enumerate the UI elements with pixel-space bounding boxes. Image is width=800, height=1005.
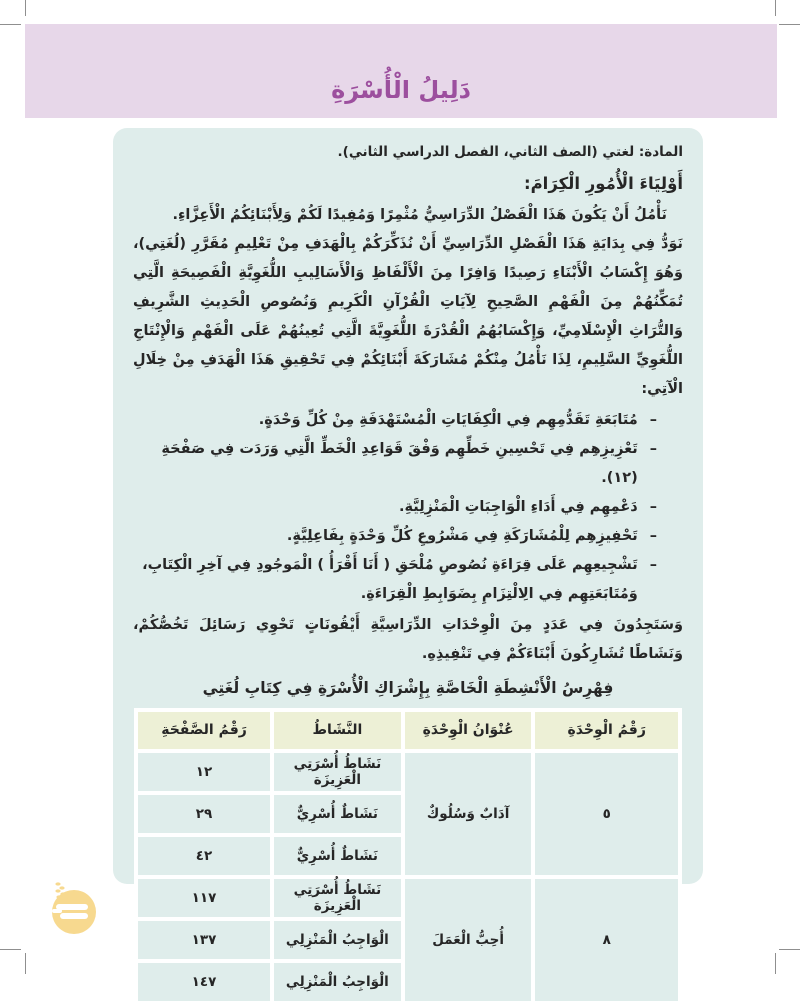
list-item-text: مُتَابَعَةِ تَقَدُّمِهِم فِي الْكِفَايَاتِ الْمُسْتَهْدَفَةِ مِنْ كُلِّ وَحْدَةٍ. <box>258 411 638 428</box>
cell-unit-title: آدَابٌ وَسُلُوكٌ <box>405 753 532 875</box>
crop-mark-top-right-horizontal <box>779 24 800 25</box>
page-title: دَلِيلُ الْأُسْرَةِ <box>331 76 471 104</box>
list-item-text: دَعْمِهِم فِي أَدَاءِ الْوَاجِبَاتِ الْمَنْزِلِيَّةِ. <box>398 498 638 515</box>
cell-page: ٢٩ <box>138 795 270 833</box>
header-unit-title: عُنْوَانُ الْوِحْدَةِ <box>405 712 532 749</box>
crop-mark-bottom-left-vertical <box>25 953 26 974</box>
dash-bullet-icon: – <box>649 411 657 428</box>
dash-bullet-icon: – <box>649 556 657 573</box>
list-item-text: تَعْزِيزِهِم فِي تَحْسِينِ خَطِّهِم وَفْقَ قَوَاعِدِ الْخَطِّ الَّتِي وَرَدَت فِي صَفْحَةِ (١٢). <box>161 440 638 486</box>
cell-activity: نَشَاطٌ أُسْرِيٌّ <box>274 837 401 875</box>
cell-activity: الْوَاجِبُ الْمَنْزِلِي <box>274 921 401 959</box>
cell-activity: الْوَاجِبُ الْمَنْزِلِي <box>274 963 401 1001</box>
crop-mark-top-left-vertical <box>25 0 26 16</box>
cell-activity: نَشَاطُ أُسْرَتِي الْعَزِيزَة <box>274 753 401 791</box>
list-item-text: تَشْجِيعِهِم عَلَى قِرَاءَةِ نُصُوصِ مُلْحَقِ ( أَنَا أَقْرَأُ ) الْمَوجُودِ فِي آخِرِ الْكِتَابِ، وَمُتَابَعَتِهِم فِي الِالْتِزَامِ بِضَوَابِطِ الْقِرَاءَةِ. <box>142 556 638 602</box>
list-item <box>133 435 657 493</box>
dash-bullet-icon: – <box>649 527 657 544</box>
cell-activity: نَشَاطٌ أُسْرِيٌّ <box>274 795 401 833</box>
header-band <box>25 24 777 118</box>
table-header-row <box>138 712 678 749</box>
header-unit-number: رَقْمُ الْوِحْدَةِ <box>535 712 678 749</box>
cell-unit-number: ٥ <box>535 753 678 875</box>
paragraph-goal: نَوَدُّ فِي بِدَايَةِ هَذَا الْفَصْلِ الدِّرَاسِيِّ أَنْ نُذَكِّرَكُمْ بِالْهَدَفِ مِنْ تَعْلِيمِ مُقَرَّرِ (لُغَتِي)، وَهُوَ إِكْسَابُ الْأَبْنَاءِ رَصِيدًا وَافِرًا مِنَ الْأَلْفَاظِ وَالْأَسَالِيبِ اللُّغَوِيَّةِ الْفَصِيحَةِ الَّتِي تُمَكِّنُهُمْ مِنَ الْفَهْمِ الصَّحِيحِ لِآيَاتِ الْقُرْآنِ الْكَرِيمِ وَنُصُوصِ الْحَدِيثِ الشَّرِيفِ وَالتُّرَاثِ الْإِسْلَامِيِّ، وَإِكْسَابُهُمُ الْقُدْرَةَ اللُّغَوِيَّةَ الَّتِي تُعِينُهُمْ عَلَى الْفَهْمِ وَالْإِنْتَاجِ اللُّغَوِيِّ السَّلِيمِ، لِذَا نَأْمُلُ مِنْكُمْ مُشَارَكَةَ أَبْنَائِكُمْ فِي تَحْقِيقِ هَذَا الْهَدَفِ مِنْ خِلَالِ الْآتِي: <box>133 235 683 397</box>
family-activities-table <box>134 708 682 1005</box>
list-item <box>133 522 657 551</box>
cell-activity: نَشَاطُ أُسْرَتِي الْعَزِيزَة <box>274 879 401 917</box>
cell-unit-title: أُحِبُّ الْعَمَلَ <box>405 879 532 1001</box>
guidance-list <box>133 406 657 609</box>
crop-mark-bottom-right-horizontal <box>779 949 800 950</box>
dash-bullet-icon: – <box>649 498 657 515</box>
ministry-of-education-logo-icon <box>40 876 102 938</box>
content-box <box>113 128 703 990</box>
cell-page: ٤٢ <box>138 837 270 875</box>
list-item-text: تَحْفِيزِهِم لِلْمُشَارَكَةِ فِي مَشْرُوعِ كُلِّ وَحْدَةٍ بِفَاعِلِيَّةٍ. <box>286 527 638 544</box>
list-item <box>133 551 657 609</box>
cell-page: ١٤٧ <box>138 963 270 1001</box>
paragraph-hope: نَأْمُلُ أَنْ يَكُونَ هَذَا الْفَصْلُ الدِّرَاسِيُّ مُثْمِرًا وَمُفِيدًا لَكُمْ وَلِأَبْنَائِكُمُ الْأَعِزَّاءِ. <box>172 206 667 223</box>
header-page-number: رَقْمُ الصَّفْحَةِ <box>138 712 270 749</box>
cell-page: ١٣٧ <box>138 921 270 959</box>
table-title: فِهْرِسُ الْأَنْشِطَةِ الْخَاصَّةِ بِإِشْرَاكِ الْأُسْرَةِ فِي كِتَابِ لُغَتِي <box>202 678 614 697</box>
paragraph-closing: وَسَتَجِدُونَ فِي عَدَدٍ مِنَ الْوِحْدَاتِ الدِّرَاسِيَّةِ أَيْقُونَاتٍ تَحْوِي رَسَائِلَ تَخُصُّكُمْ، وَنَشَاطًا تُشَارِكُونَ أَبْنَاءَكُمْ فِي تَنْفِيذِهِ. <box>133 616 683 662</box>
crop-mark-top-right-vertical <box>775 0 776 16</box>
crop-mark-bottom-right-vertical <box>775 953 776 974</box>
table-row <box>138 879 678 917</box>
cell-page: ١٢ <box>138 753 270 791</box>
subject-line: المادة: لغتي (الصف الثاني، الفصل الدراسي الثاني). <box>337 144 683 160</box>
table-row <box>138 753 678 791</box>
list-item <box>133 493 657 522</box>
dash-bullet-icon: – <box>649 440 657 457</box>
cell-page: ١١٧ <box>138 879 270 917</box>
cell-unit-number: ٨ <box>535 879 678 1001</box>
header-activity: النَّشَاطُ <box>274 712 401 749</box>
salutation-heading: أَوْلِيَاءَ الْأُمُورِ الْكِرَامَ: <box>523 173 683 193</box>
crop-mark-top-left-horizontal <box>0 24 21 25</box>
list-item <box>133 406 657 435</box>
crop-mark-bottom-left-horizontal <box>0 949 21 950</box>
